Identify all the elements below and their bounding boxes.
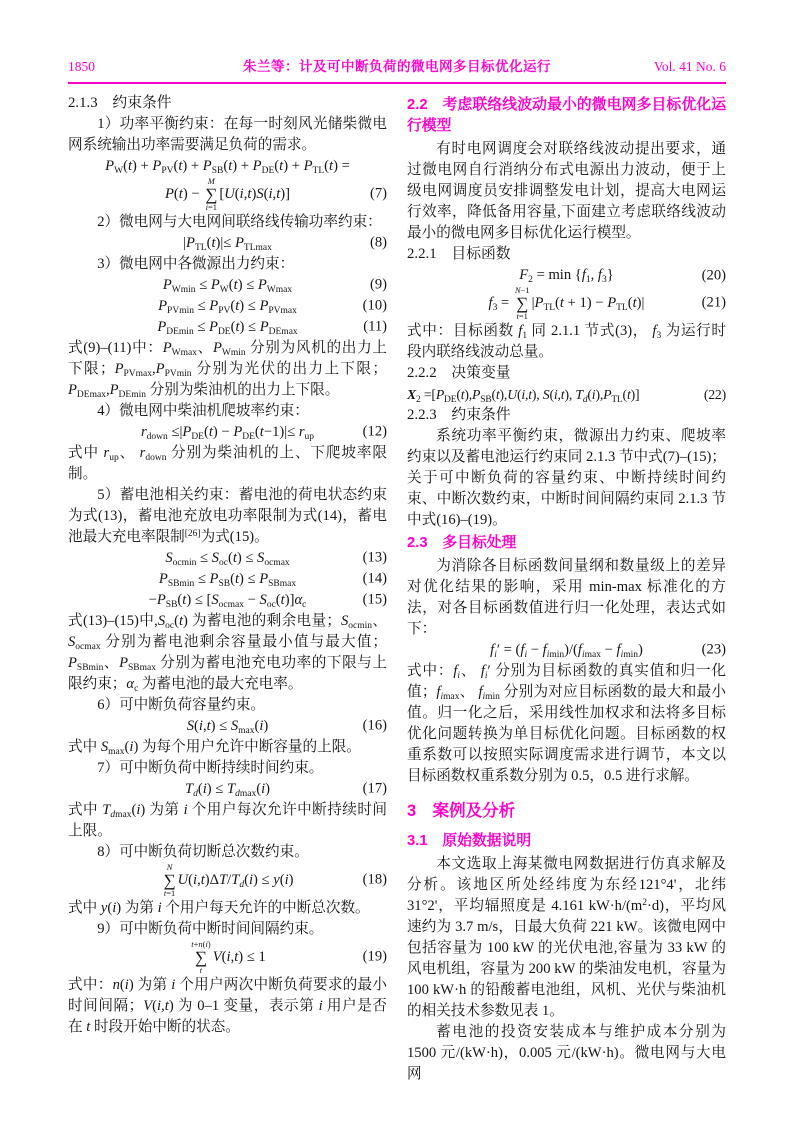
page-number: 1850 — [68, 59, 95, 74]
equation — [68, 275, 387, 296]
section-heading: 3 案例及分析 — [407, 801, 516, 820]
equation-line — [68, 590, 387, 611]
section-heading: 2.2 考虑联络线波动最小的微电网多目标优化运行模型 — [407, 97, 726, 134]
equation-number: (10) — [362, 297, 387, 314]
equation-body: $P_W(t) + P_{PV}(t) + P_{SB}(t) + P_{DE}(t) + P_{TL}(t)$ = — [105, 158, 350, 176]
equation — [68, 548, 387, 569]
equation-number: (19) — [362, 948, 387, 965]
equation-line — [407, 286, 726, 321]
equation-body: $X_2 =[P_{DE}(t),P_{SB}(t),U(i,t)$, S(i,t), $T_d(i),P_{TL}(t)$] — [407, 386, 640, 405]
equation-number: (7) — [369, 185, 387, 202]
equation — [68, 296, 387, 317]
paragraph: 式中 y(i) 为第 i 个用户每天允许的中断总次数。 — [68, 899, 370, 916]
equation-number: (17) — [362, 780, 387, 797]
equation-body: $P_{Wmin} \le P_W(t) \le P_{Wmax}$ — [162, 276, 293, 295]
equation — [407, 384, 726, 405]
equation-line — [68, 233, 387, 254]
equation-line — [68, 422, 387, 443]
section-heading: 2.2.1 目标函数 — [407, 246, 511, 262]
paragraph: 6）可中断负荷容量约束。 — [97, 696, 266, 713]
equation-line — [68, 177, 387, 212]
sum-symbol: t+n(i) ∑ t — [191, 938, 211, 975]
equation-body: $f_i' = (f_i - f_{imin})/(f_{imax} - f_{imin})$ — [490, 641, 643, 660]
paragraph: 式中 $r_{up}$、 $r_{down}$ 分别为柴油机的上、下爬坡率限制。 — [68, 444, 387, 482]
volume-info: Vol. 41 No. 6 — [653, 59, 726, 74]
equation-line — [68, 779, 387, 800]
equation-body: $F_2 = \min \{f_1$, $f_3$} — [519, 267, 614, 285]
equation — [68, 590, 387, 611]
paragraph: 7）可中断负荷中断持续时间约束。 — [97, 759, 324, 776]
equation-line — [68, 716, 387, 737]
paragraph: 式(13)–(15)中$,S_{oc}(t)$ 为蓄电池的剩余电量；$S_{ocmin}$、$S_{ocmax}$ 分别为蓄电池剩余容量最小值与最大值；$P_{SBmin}$、$P_{SBmax}$ 分别为蓄电池充电功率的下限与上限约束；$\alpha_c$ 为蓄电池的最大充电率。 — [68, 612, 387, 694]
equation — [68, 779, 387, 800]
section-heading: 2.1.3 约束条件 — [68, 95, 172, 111]
equation-number: (8) — [369, 234, 387, 251]
equation-body: $S(i,t) \le S_{max}(i)$ — [186, 717, 269, 736]
paragraph: 式中 $S_{max}(i)$ 为每个用户允许中断容量的上限。 — [68, 738, 361, 757]
equation-body: $r_{down} \le|P_{DE}(t) - P_{DE}(t-1)|\le r_{up}$ — [140, 423, 314, 442]
sum-symbol: N ∑ t=1 — [163, 861, 176, 898]
equation-line — [68, 296, 387, 317]
equation-line — [68, 275, 387, 296]
sum-symbol: M ∑ i=1 — [205, 176, 218, 212]
equation-line — [68, 863, 387, 898]
equation-number: (14) — [362, 570, 387, 587]
equation-body: $P_{DEmin} \le P_{DE}(t) \le P_{DEmax}$ — [157, 318, 298, 337]
paragraph: 8）可中断负荷切断总次数约束。 — [97, 843, 309, 860]
section-heading: 2.2.3 约束条件 — [407, 406, 511, 423]
equation-number: (20) — [701, 267, 726, 283]
equation-line — [407, 640, 726, 661]
equation-body: $P_{SBmin} \le P_{SB}(t) \le P_{SBmax}$ — [158, 570, 297, 589]
equation-body: $T_d(i) \le T_{dmax}(i)$ — [184, 780, 271, 799]
paragraph: 式中：n(i) 为第 i 个用户两次中断负荷要求的最小时间间隔；V(i,t) 为 0–1 变量，表示第 i 用户是否在 t 时段开始中断的状态。 — [68, 976, 387, 1035]
page-header — [68, 58, 726, 76]
paragraph: 式中：目标函数 $f_1$ 同 2.1.1 节式(3)， $f_3$ 为运行时段内联络线波动总量。 — [407, 322, 726, 360]
equation-body: $P_{PVmin} \le P_{PV}(t) \le P_{PVmax}$ — [158, 297, 297, 316]
paragraph: 5）蓄电池相关约束：蓄电池的荷电状态约束为式(13)，蓄电池充放电功率限制为式(14)，蓄电池最大充电率限制[26]为式(15)。 — [68, 486, 387, 545]
equation-line — [68, 317, 387, 338]
paragraph: 式中：$f_i$、 $f_i'$ 分别为目标函数的真实值和归一化值；$f_{imax}$、 $f_{imin}$ 分别为对应目标函数的最大和最小值。归一化之后，采用线性加权求和法将多目标优化问题转换为单目标优化问题。目标函数的权重系数可以按照实际调度需求进行调节，本文以目标函数权重系数分别为 0.5，0.5 进行求解。 — [407, 662, 726, 784]
equation-body: t+n(i) ∑ t V(i,t) ≤ 1 — [191, 938, 266, 975]
equation — [68, 569, 387, 590]
equation — [407, 286, 726, 321]
equation-number: (12) — [362, 423, 387, 440]
paragraph: 蓄电池的投资安装成本与维护成本分别为 1500 元/(kW·h)，0.005 元/(kW·h)。微电网与大电网 — [407, 1023, 726, 1082]
equation-body: $|P_{TL}(t)|\le P_{TLmax}$ — [183, 234, 272, 253]
equation-number: (23) — [701, 641, 726, 658]
sum-symbol: N−1 ∑ t=1 — [514, 285, 530, 321]
equation-number: (22) — [703, 386, 726, 402]
equation-body: $f_3$ = N−1 ∑ t=1 $|P_{TL}(t + 1) - P_{TL}(t)|$ — [488, 285, 645, 321]
equation-body: $-P_{SB}(t) \le [S_{ocmax} - S_{oc}(t)]\alpha_c$ — [148, 591, 307, 610]
paragraph: 式(9)–(11)中：$P_{Wmax}$、$P_{Wmin}$ 分别为风机的出力上下限；$P_{PVmax},P_{PVmin}$ 分别为光伏的出力上下限；$P_{DEmax},P_{DEmin}$ 分别为柴油机的出力上下限。 — [68, 339, 387, 400]
paragraph: 2）微电网与大电网间联络线传输功率约束： — [97, 213, 382, 230]
left-column — [68, 93, 387, 1085]
content-columns — [68, 93, 726, 1085]
paragraph: 4）微电网中柴油机爬坡率约束： — [97, 402, 309, 419]
section-heading: 2.3 多目标处理 — [407, 534, 517, 551]
paragraph: 系统功率平衡约束，微源出力约束、爬坡率约束以及蓄电池运行约束同 2.1.3 节中式(7)–(15)；关于可中断负荷的容量约束、中断持续时间约束、中断次数约束，中断时间间隔约束同 2.1.3 节中式(16)–(19)。 — [407, 427, 726, 528]
equation-body: N ∑ t=1 $U(i,t)\Delta T/T_d(i) \le y(i)$ — [163, 861, 294, 898]
header-rule — [68, 82, 726, 84]
paragraph: 9）可中断负荷中断时间间隔约束。 — [97, 920, 324, 937]
section-heading: 2.2.2 决策变量 — [407, 364, 511, 381]
running-title: 朱兰等：计及可中断负荷的微电网多目标优化运行 — [243, 59, 551, 74]
equation-number: (9) — [369, 276, 387, 293]
equation — [68, 716, 387, 737]
equation — [407, 265, 726, 286]
paragraph: 有时电网调度会对联络线波动提出要求，通过微电网自行消纳分布式电源出力波动，便于上级电网调度员安排调整发电计划，提高大电网运行效率，降低备用容量,下面建立考虑联络线波动最小的微电网多目标优化运行模型。 — [407, 141, 726, 241]
right-column — [407, 93, 726, 1085]
equation-line — [68, 569, 387, 590]
equation-number: (11) — [363, 318, 387, 335]
equation-line — [407, 265, 726, 286]
equation-body: $S_{ocmin} \le S_{oc}(t) \le S_{ocmax}$ — [165, 549, 290, 568]
equation — [68, 233, 387, 254]
equation-line — [68, 940, 387, 975]
equation — [407, 640, 726, 661]
equation-number: (15) — [362, 591, 387, 608]
paragraph: 式中 $T_{dmax}(i)$ 为第 i 个用户每次允许中断持续时间上限。 — [68, 801, 387, 839]
paragraph: 1）功率平衡约束：在每一时刻风光储柴微电网系统输出功率需要满足负荷的需求。 — [68, 116, 387, 153]
paragraph: 本文选取上海某微电网数据进行仿真求解及分析。该地区所处经纬度为东经121°4'，北纬31°2'，平均辐照度是 4.161 $kW\cdot h/(m^2\cdot d)$，平均风速约为 3.7 m/s，日最大负荷 221 kW。该微电网中包括容量为 100 kW 的光伏电池,容量为 33 kW 的风电机组，容量为 200 kW 的柴油发电机，容量为 100 kW·h 的铅酸蓄电池组，风机、光伏与柴油机的相关技术参数见表 1。 — [407, 855, 726, 1019]
paragraph: 为消除各目标函数间量纲和数量级上的差异对优化结果的影响，采用 min-max 标准化的方法，对各目标函数值进行归一化处理，表达式如下： — [407, 557, 726, 637]
equation-number: (13) — [362, 549, 387, 566]
equation — [68, 863, 387, 898]
equation — [68, 940, 387, 975]
equation-number: (21) — [701, 294, 726, 311]
equation-line — [68, 156, 387, 177]
equation-number: (18) — [362, 871, 387, 888]
equation-number: (16) — [362, 717, 387, 734]
equation — [68, 422, 387, 443]
section-heading: 3.1 原始数据说明 — [407, 832, 532, 849]
equation-line — [68, 548, 387, 569]
paragraph: 3）微电网中各微源出力约束： — [97, 255, 295, 272]
equation-body: P(t) − M ∑ i=1 [U(i,t)S(i,t)] — [164, 176, 290, 212]
equation — [68, 317, 387, 338]
equation — [68, 156, 387, 212]
